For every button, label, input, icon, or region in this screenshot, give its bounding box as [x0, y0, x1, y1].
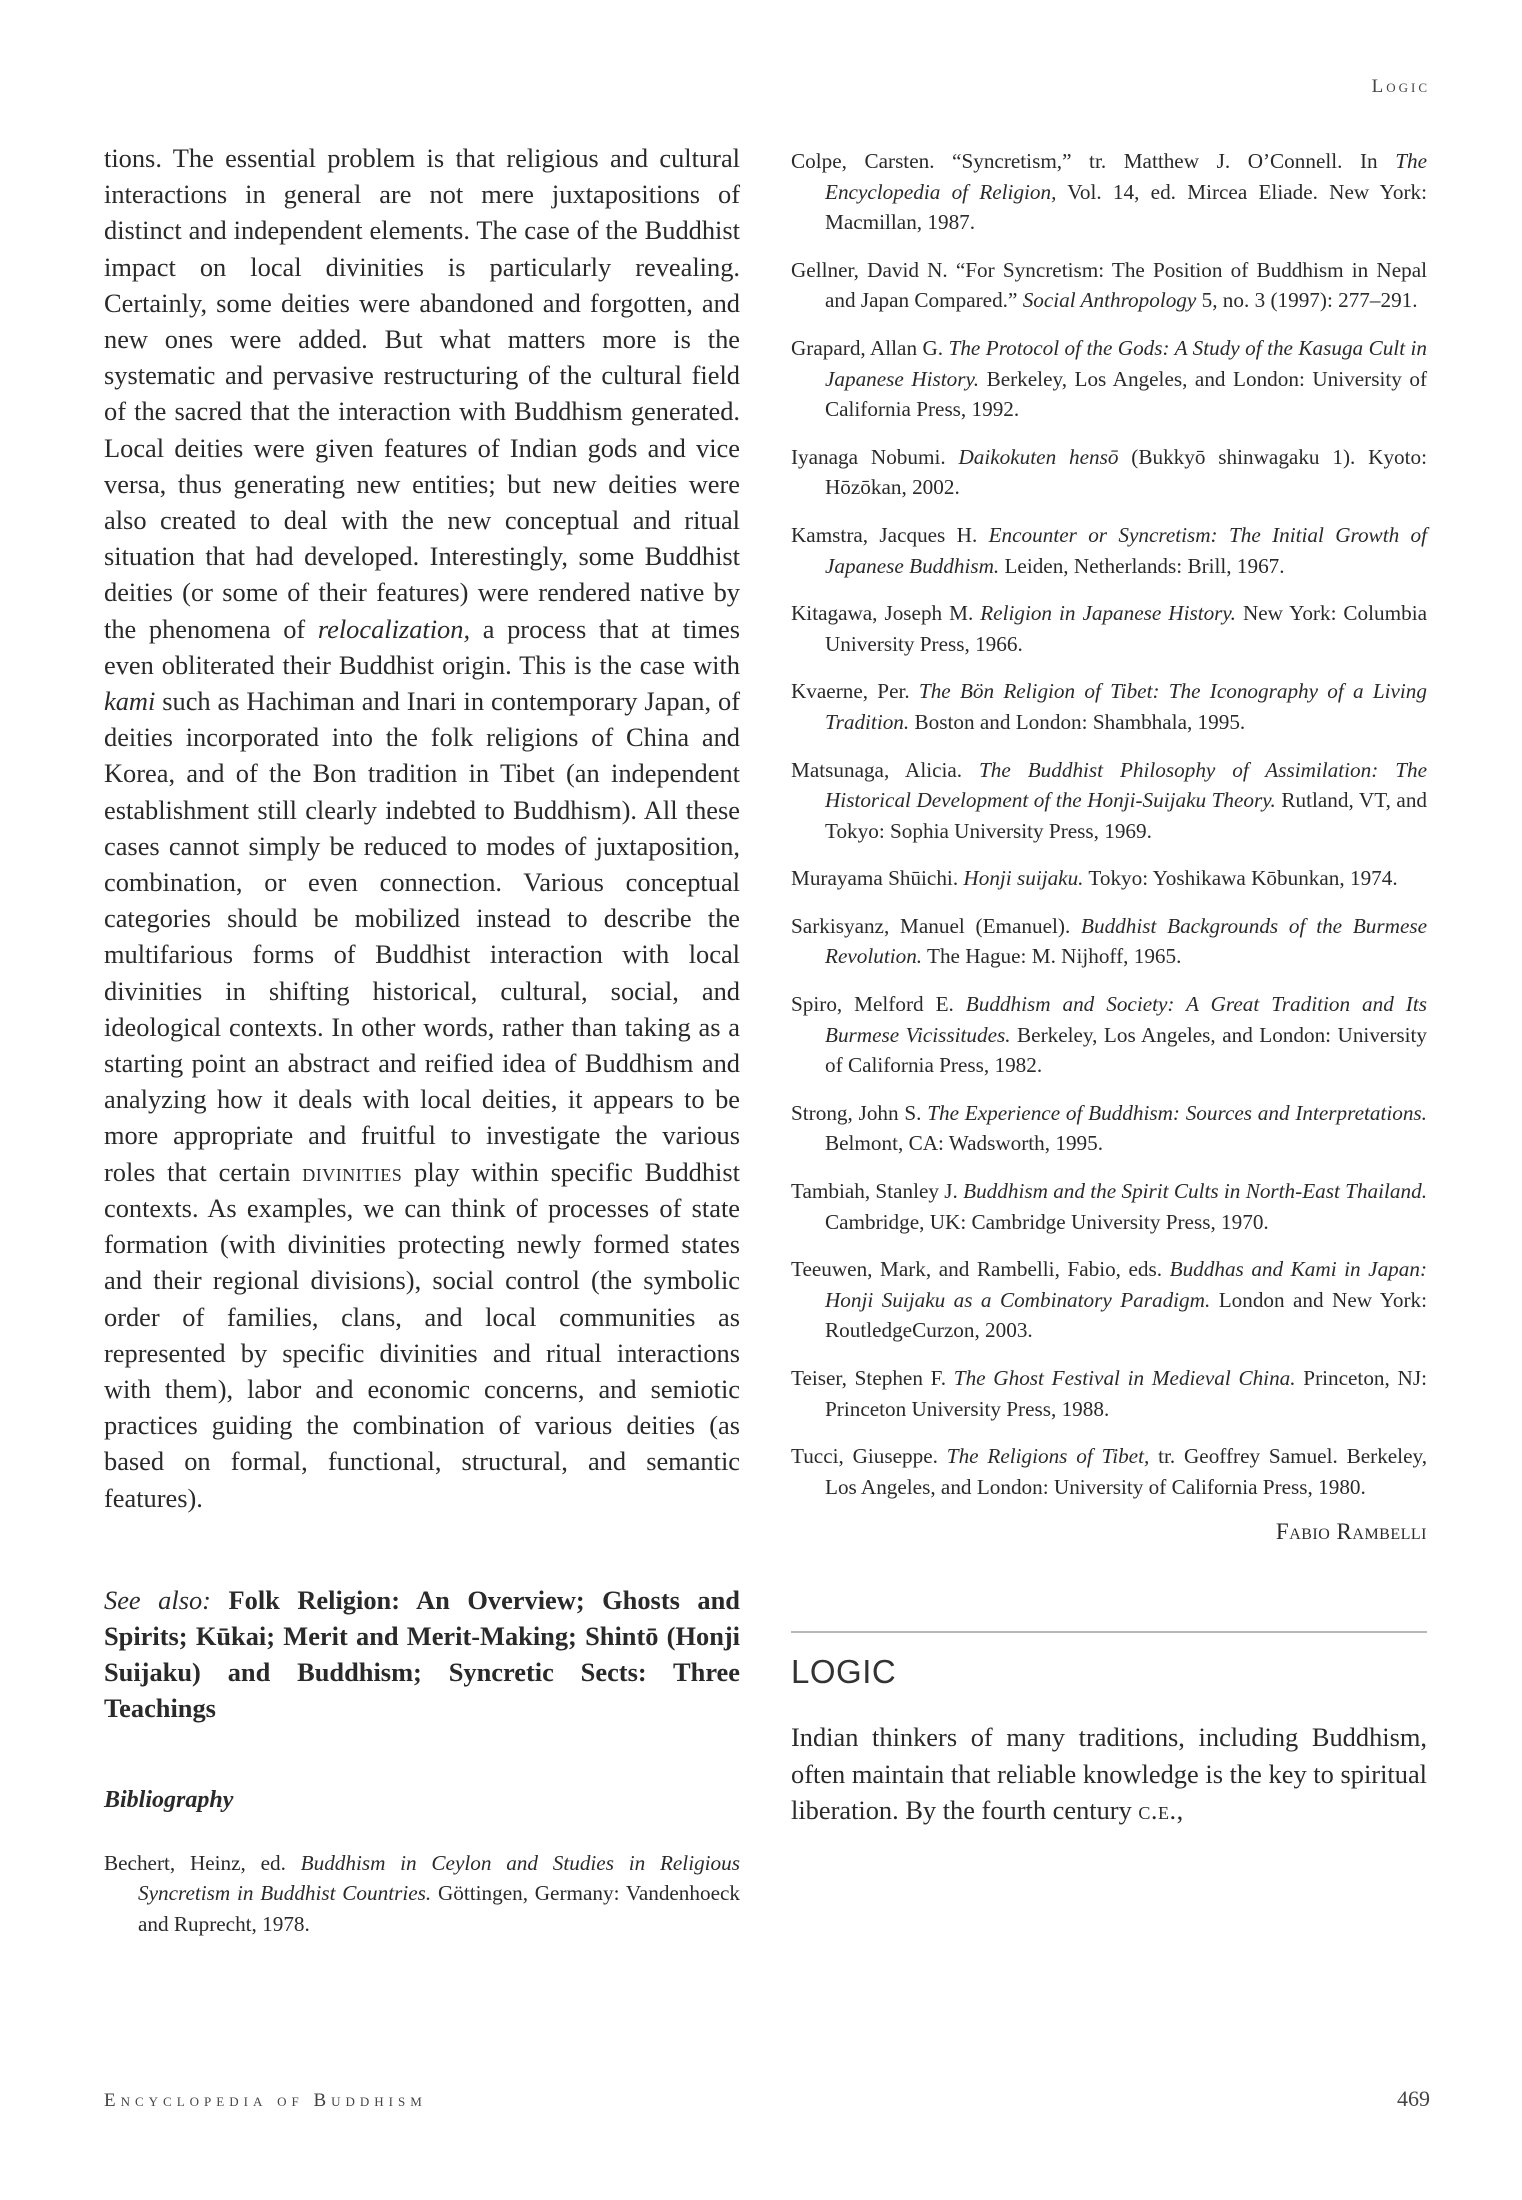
- bibliography-list-left: [104, 1848, 740, 1940]
- author-signature: Fabio Rambelli: [1275, 1519, 1427, 1545]
- bibliography-entry: Spiro, Melford E. Buddhism and Society: A Great Tradition and Its Burmese Vicissitudes. Berkeley, Los Angeles, and London: University of California Press, 1982.: [791, 992, 1427, 1078]
- cross-reference-divinities[interactable]: divinities: [302, 1156, 403, 1187]
- see-also: [104, 1582, 740, 1727]
- bibliography-entry: Gellner, David N. “For Syncretism: The Position of Buddhism in Nepal and Japan Compared.” Social Anthropology 5, no. 3 (1997): 277–291.: [791, 257, 1427, 313]
- left-column: [104, 140, 740, 1956]
- bibliography-entry: Bechert, Heinz, ed. Buddhism in Ceylon and Studies in Religious Syncretism in Buddhist Countries. Göttingen, Germany: Vandenhoeck and Ruprecht, 1978.: [104, 1850, 740, 1936]
- bibliography-entry: Murayama Shūichi. Honji suijaku. Tokyo: Yoshikawa Kōbunkan, 1974.: [791, 866, 1398, 891]
- footer-publication-title: Encyclopedia of Buddhism: [104, 2090, 427, 2111]
- body-paragraph: tions. The essential problem is that religious and cultural interactions in general are not mere juxtapositions of distinct and independent elements. The case of the Buddhist impact on local divinities is particularly revealing. Certainly, some deities were abandoned and forgotten, and new ones were added. But what matters more is the systematic and pervasive restructuring of the cultural field of the sacred that the interaction with Buddhism generated. Local deities were given features of Indian gods and vice versa, thus generating new entities; but new deities were also created to deal with the new conceptual and ritual situation that had developed. Interestingly, some Buddhist deities (or some of their features) were rendered native by the phenomena of relocalization, a process that at times even obliterated their Buddhist origin. This is the case with kami such as Hachiman and Inari in contemporary Japan, of deities incorporated into the folk religions of China and Korea, and of the Bon tradition in Tibet (an independent establishment still clearly indebted to Buddhism). All these cases cannot simply be reduced to modes of juxtaposition, combination, or even connection. Various conceptual categories should be mobilized instead to describe the multifarious forms of Buddhist interaction with local divinities in shifting historical, cultural, social, and ideological contexts. In other words, rather than taking as a starting point an abstract and reified idea of Buddhism and analyzing how it deals with local deities, it appears to be more appropriate and fruitful to investigate the various roles that certain divinities play within specific Buddhist contexts. As examples, we can think of processes of state formation (with divinities protecting newly formed states and their regional divisions), social control (the symbolic order of families, clans, and local communities as represented by specific divinities and ritual interactions with them), labor and economic concerns, and semiotic practices guiding the combination of various deities (as based on formal, functional, structural, and semantic features).: [104, 143, 740, 1513]
- bibliography-heading: Bibliography: [104, 1786, 234, 1813]
- bibliography-list-right: [791, 146, 1427, 1502]
- see-also-links[interactable]: Folk Religion: An Overview; Ghosts and Spirits; Kūkai; Merit and Merit-Making; Shintō (Honji Suijaku) and Buddhism; Syncretic Sects: Three Teachings: [104, 1584, 740, 1724]
- bibliography-entry: Kamstra, Jacques H. Encounter or Syncretism: The Initial Growth of Japanese Buddhism. Leiden, Netherlands: Brill, 1967.: [791, 522, 1427, 578]
- bibliography-entry: Tambiah, Stanley J. Buddhism and the Spirit Cults in North-East Thailand. Cambridge, UK: Cambridge University Press, 1970.: [791, 1179, 1428, 1234]
- bibliography-entry: Kvaerne, Per. The Bön Religion of Tibet: The Iconography of a Living Tradition. Boston and London: Shambhala, 1995.: [791, 679, 1427, 734]
- page-number: 469: [1397, 2086, 1430, 2111]
- running-head: Logic: [1371, 76, 1430, 97]
- bibliography-entry: Sarkisyanz, Manuel (Emanuel). Buddhist Backgrounds of the Burmese Revolution. The Hague: M. Nijhoff, 1965.: [791, 913, 1427, 969]
- right-column: [791, 146, 1427, 1828]
- bibliography-entry: Iyanaga Nobumi. Daikokuten hensō (Bukkyō shinwagaku 1). Kyoto: Hōzōkan, 2002.: [791, 444, 1428, 500]
- section-paragraph: Indian thinkers of many traditions, including Buddhism, often maintain that reliable knowledge is the key to spiritual liberation. By the fourth century c.e.,: [791, 1722, 1427, 1825]
- bibliography-entry: Kitagawa, Joseph M. Religion in Japanese History. New York: Columbia University Press, 1966.: [791, 601, 1427, 656]
- bibliography-entry: Teeuwen, Mark, and Rambelli, Fabio, eds. Buddhas and Kami in Japan: Honji Suijaku as a Combinatory Paradigm. London and New York: RoutledgeCurzon, 2003.: [791, 1257, 1428, 1343]
- bibliography-entry: Colpe, Carsten. “Syncretism,” tr. Matthew J. O’Connell. In The Encyclopedia of Religion, Vol. 14, ed. Mircea Eliade. New York: Macmillan, 1987.: [791, 149, 1427, 235]
- bibliography-entry: Matsunaga, Alicia. The Buddhist Philosophy of Assimilation: The Historical Development of the Honji-Suijaku Theory. Rutland, VT, and Tokyo: Sophia University Press, 1969.: [791, 757, 1428, 843]
- section-divider: [791, 1631, 1427, 1633]
- bibliography-entry: Grapard, Allan G. The Protocol of the Gods: A Study of the Kasuga Cult in Japanese History. Berkeley, Los Angeles, and London: University of California Press, 1992.: [791, 335, 1427, 422]
- bibliography-entry: Teiser, Stephen F. The Ghost Festival in Medieval China. Princeton, NJ: Princeton University Press, 1988.: [791, 1366, 1427, 1421]
- see-also-label: See also:: [104, 1584, 211, 1615]
- bibliography-entry: Tucci, Giuseppe. The Religions of Tibet, tr. Geoffrey Samuel. Berkeley, Los Angeles, and London: University of California Press, 1980.: [791, 1444, 1427, 1499]
- section-title: LOGIC: [791, 1653, 897, 1691]
- bibliography-entry: Strong, John S. The Experience of Buddhism: Sources and Interpretations. Belmont, CA: Wadsworth, 1995.: [791, 1100, 1427, 1156]
